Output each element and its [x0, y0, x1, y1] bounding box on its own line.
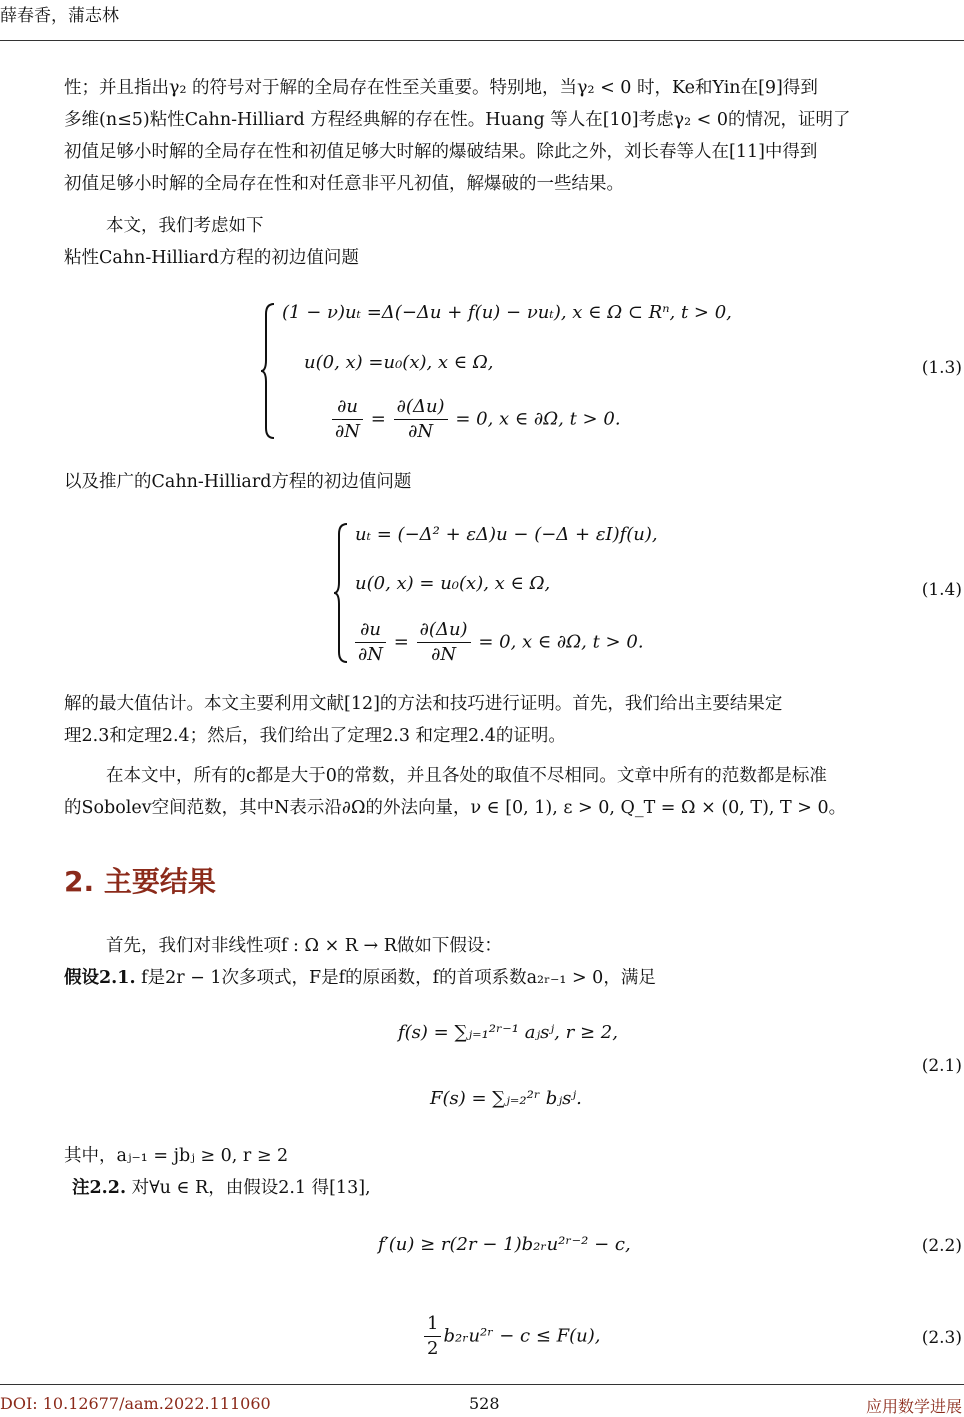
eq-1-3-row-2: u(0, x) =u₀(x), x ∈ Ω, — [304, 352, 494, 373]
eq-2-3: $\frac{1}{2}$ b₂ᵣu²ʳ − c ≤ F(u), — [422, 1312, 600, 1361]
fraction: $\frac{\partial u}{\partial N}$ — [355, 618, 386, 667]
s2-line-1: 首先，我们对非线性项f : Ω × R → R做如下假设： — [106, 936, 502, 956]
section-heading: 2. 主要结果 — [64, 865, 216, 898]
intro-line-1: 性；并且指出γ₂ 的符号对于解的全局存在性至关重要。特别地，当γ₂ < 0 时，Ke和Yin在[9]得到 — [64, 78, 818, 98]
where-line: 其中，aⱼ₋₁ = jbⱼ ≥ 0, r ≥ 2 — [64, 1146, 289, 1166]
intro-line-2: 多维(n≤5)粘性Cahn-Hilliard 方程经典解的存在性。Huang 等人在[10]考虑γ₂ < 0的情况，证明了 — [64, 110, 851, 130]
header-rule — [0, 40, 964, 41]
note-text: 对∀u ∈ R，由假设2.1 得[13], — [131, 1178, 371, 1198]
eq-1-4-row-3: $\frac{\partial u}{\partial N}$ = $\frac{\partial(\Delta u)}{\partial N}$ = 0, x ∈ ∂Ω, t > 0. — [353, 618, 644, 667]
eq-1-4-row-2: u(0, x) = u₀(x), x ∈ Ω, — [355, 573, 551, 594]
after-paragraph — [64, 688, 964, 824]
note-label: 注2.2. — [72, 1178, 127, 1198]
assumption-2-1 — [64, 962, 964, 994]
assumption-text: f是2r − 1次多项式，F是f的原函数，f的首项系数a₂ᵣ₋₁ > 0，满足 — [141, 968, 656, 988]
fraction: $\frac{\partial(\Delta u)}{\partial N}$ — [394, 395, 448, 444]
footer-doi-link[interactable]: DOI: 10.12677/aam.2022.111060 — [0, 1394, 271, 1413]
running-header-authors: 薛春香，蒲志林 — [0, 6, 119, 26]
assumption-label: 假设2.1. — [64, 968, 136, 988]
intro-line-3: 初值足够小时解的全局存在性和初值足够大时解的爆破结果。除此之外，刘长春等人在[11]中得到 — [64, 142, 818, 162]
intro-line-6: 粘性Cahn-Hilliard方程的初边值问题 — [64, 248, 359, 268]
fraction: $\frac{\partial(\Delta u)}{\partial N}$ — [417, 618, 471, 667]
section-2-paragraph — [64, 930, 964, 994]
equation-number-1-4: (1.4) — [921, 580, 962, 600]
intro-line-5: 本文，我们考虑如下 — [106, 216, 264, 236]
after-line-2: 理2.3和定理2.4；然后，我们给出了定理2.3 和定理2.4的证明。 — [64, 726, 566, 746]
fraction: $\frac{\partial u}{\partial N}$ — [332, 395, 363, 444]
eq-2-1-row-2: F(s) = ∑ⱼ₌₂²ʳ bⱼsʲ. — [430, 1088, 582, 1109]
left-brace-1-3 — [260, 302, 276, 440]
eq-2-2: f′(u) ≥ r(2r − 1)b₂ᵣu²ʳ⁻² − c, — [378, 1234, 631, 1255]
note-2-2 — [72, 1172, 964, 1204]
footer-rule — [0, 1384, 964, 1385]
fraction-one-half: $\frac{1}{2}$ — [424, 1312, 441, 1361]
equation-number-2-1: (2.1) — [921, 1056, 962, 1076]
intro-paragraph — [64, 72, 964, 274]
intro-line-4: 初值足够小时解的全局存在性和对任意非平凡初值，解爆破的一些结果。 — [64, 174, 624, 194]
eq-2-1-row-1: f(s) = ∑ⱼ₌₁²ʳ⁻¹ aⱼsʲ, r ≥ 2, — [398, 1022, 618, 1043]
page-number: 528 — [469, 1394, 500, 1413]
eq-1-4-row-1: uₜ = (−Δ² + εΔ)u − (−Δ + εI)f(u), — [355, 524, 658, 545]
equation-number-2-2: (2.2) — [921, 1236, 962, 1256]
left-brace-1-4 — [333, 522, 349, 664]
eq-1-3-row-1: (1 − ν)uₜ =Δ(−Δu + f(u) − νuₜ), x ∈ Ω ⊂ Rⁿ, t > 0, — [282, 302, 732, 323]
after-line-4: 的Sobolev空间范数，其中N表示沿∂Ω的外法向量，ν ∈ [0, 1), ε > 0, Q_T = Ω × (0, T), T > 0。 — [64, 798, 847, 818]
after-line-1: 解的最大值估计。本文主要利用文献[12]的方法和技巧进行证明。首先，我们给出主要结果定 — [64, 694, 783, 714]
equation-number-2-3: (2.3) — [921, 1328, 962, 1348]
after-line-3: 在本文中，所有的c都是大于0的常数，并且各处的取值不尽相同。文章中所有的范数都是标准 — [106, 766, 827, 786]
mid-sentence: 以及推广的Cahn-Hilliard方程的初边值问题 — [64, 472, 412, 492]
eq-1-3-row-3: $\frac{\partial u}{\partial N}$ = $\frac{\partial(\Delta u)}{\partial N}$ = 0, x ∈ ∂Ω, t > 0. — [330, 395, 621, 444]
footer-journal-link[interactable]: 应用数学进展 — [865, 1397, 962, 1416]
equation-number-1-3: (1.3) — [921, 358, 962, 378]
